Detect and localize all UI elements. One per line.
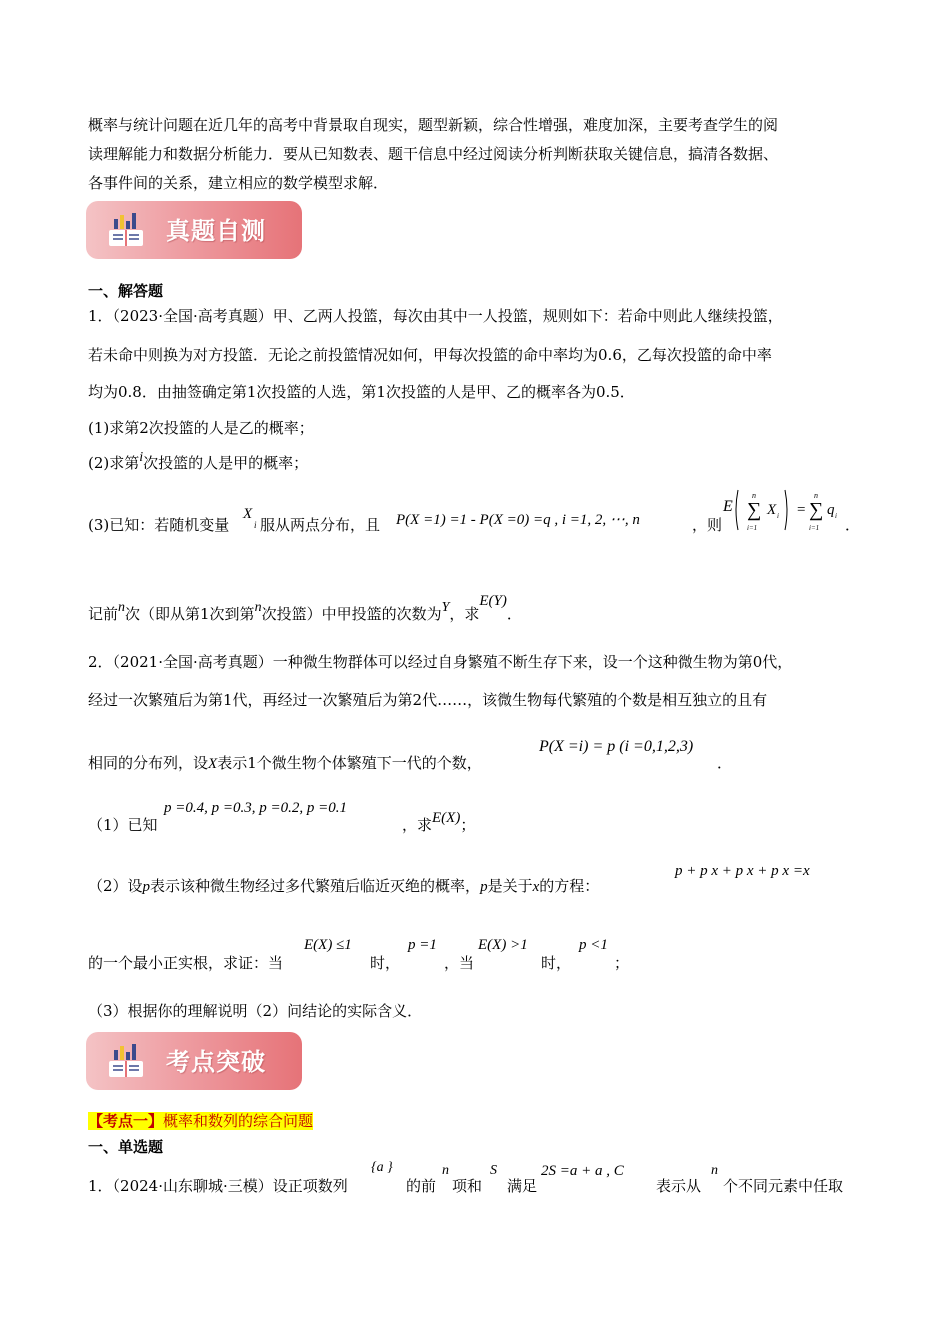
q1-last-n-2: n xyxy=(254,600,262,615)
q1-part-3-text-a: (3)已知：若随机变量 xyxy=(88,516,230,534)
s2-q1-formula: 2S =a + a , C xyxy=(541,1163,624,1179)
section-banner-kaodian xyxy=(86,1032,302,1090)
q2-part-2-line-2-end: ； xyxy=(614,954,630,972)
q1-part-2-text-b: 次投篮的人是甲的概率； xyxy=(143,454,309,472)
q1-part-1: (1)求第2次投篮的人是乙的概率； xyxy=(88,419,314,437)
q2-result-1: p =1 xyxy=(408,937,437,953)
q2-part-1-text-a: （1）已知 xyxy=(88,816,158,834)
q1-line-2: 若未命中则换为对方投篮．无论之前投篮情况如何，甲每次投篮的命中率均为0.6，乙每次投篮的命中率 xyxy=(88,346,772,364)
q2-part-2-line-2-text-a: 的一个最小正实根，求证：当 xyxy=(88,954,284,972)
q1-part-3-text-c: ，则 xyxy=(692,516,723,534)
q2-line-2: 经过一次繁殖后为第1代，再经过一次繁殖后为第2代……，该微生物每代繁殖的个数是相互独立的且有 xyxy=(88,691,768,709)
section-banner-zhenti xyxy=(86,201,302,259)
svg-text:n: n xyxy=(752,491,756,500)
s2-q1-text-e: 表示从 xyxy=(656,1177,702,1195)
q1-last-line xyxy=(88,593,522,626)
s2-q1-text-a: 1．（2024·山东聊城·三模）设正项数列 xyxy=(88,1177,348,1195)
s2-q1-text-f: 个不同元素中任取 xyxy=(723,1177,844,1195)
q2-part-3: （3）根据你的理解说明（2）问结论的实际含义． xyxy=(88,1002,423,1020)
q2-line-3-text-a: 相同的分布列，设 xyxy=(88,754,209,772)
s2-q1-n-1: n xyxy=(442,1163,449,1178)
svg-text:i: i xyxy=(777,512,779,520)
q2-part-2-text-d: 的方程： xyxy=(539,877,600,895)
intro-line-1: 概率与统计问题在近几年的高考中背景取自现实，题型新颖，综合性增强，难度加深，主要考查学生的阅 xyxy=(88,116,779,134)
topic-tag xyxy=(88,1111,313,1131)
q2-part-2-line-2-text-c: ，当 xyxy=(444,954,475,972)
q2-part-2-p-2: p xyxy=(480,879,488,895)
banner-title: 考点突破 xyxy=(166,1048,266,1076)
q2-part-2-text-b: 表示该种微生物经过多代繁殖后临近灭绝的概率， xyxy=(150,877,481,895)
q2-condition-2: E(X) >1 xyxy=(478,937,528,953)
q1-line-3: 均为0.8．由抽签确定第1次投篮的人选，第1次投篮的人是甲、乙的概率各为0.5． xyxy=(88,383,635,401)
q1-last-text-c: 次投篮）中甲投篮的次数为 xyxy=(261,605,442,623)
section-heading-answer: 一、解答题 xyxy=(88,282,164,300)
q2-part-2-x: x xyxy=(532,879,540,895)
q1-part-2-var: i xyxy=(139,450,144,465)
svg-text:q: q xyxy=(827,502,835,518)
q2-part-1-ask: ，求 xyxy=(402,816,433,834)
q1-part-3-sub: i xyxy=(254,520,257,530)
q1-part-3-formula: P(X =1) =1 - P(X =0) =q , i =1, 2, ⋯, n xyxy=(396,512,640,528)
q2-part-2-line-1 xyxy=(88,876,599,897)
q2-line-3-x: X xyxy=(208,756,218,772)
q1-last-text-a: 记前 xyxy=(88,605,119,623)
svg-text:∑: ∑ xyxy=(747,499,762,521)
q2-part-2-text-c: 是关于 xyxy=(487,877,533,895)
svg-text:i=1: i=1 xyxy=(747,524,758,532)
topic-tag-text: 概率和数列的综合问题 xyxy=(163,1112,314,1130)
q1-part-3-end: ． xyxy=(845,516,861,534)
s2-q1-s: S xyxy=(490,1163,497,1178)
q1-last-n-1: n xyxy=(118,600,126,615)
q1-line-1: 1．（2023·全国·高考真题）甲、乙两人投篮，每次由其中一人投篮，规则如下：若命中则此人继续投篮， xyxy=(88,307,783,325)
q1-sum-formula xyxy=(733,486,851,536)
q2-part-1-text-b xyxy=(402,810,476,836)
q2-line-3 xyxy=(88,753,482,774)
q1-part-3-var: X xyxy=(243,506,253,522)
intro-line-3: 各事件间的关系，建立相应的数学模型求解． xyxy=(88,174,389,192)
q2-line-3-text-b: 表示1个微生物个体繁殖下一代的个数， xyxy=(217,754,482,772)
intro-line-2: 读理解能力和数据分析能力．要从已知数表、题干信息中经过阅读分析判断获取关键信息，搞清各数据、 xyxy=(88,145,779,163)
svg-text:=: = xyxy=(797,502,806,518)
q1-last-ey: E(Y) xyxy=(479,593,507,609)
q2-distribution-formula: P(X =i) = p (i =0,1,2,3) xyxy=(539,738,694,755)
book-chart-icon xyxy=(106,1041,146,1081)
q1-last-end: ． xyxy=(506,605,522,623)
q1-last-text-d: ，求 xyxy=(449,605,480,623)
q2-part-2-p-1: p xyxy=(142,879,151,895)
svg-text:i=1: i=1 xyxy=(809,524,820,532)
q2-part-2-line-2-text-b: 时， xyxy=(370,954,401,972)
q2-part-2-equation: p + p x + p x + p x =x xyxy=(675,863,810,879)
q2-result-2: p <1 xyxy=(579,937,608,953)
q1-part-2-text-a: (2)求第 xyxy=(88,454,140,472)
book-chart-icon xyxy=(106,210,146,250)
s2-q1-text-d: 满足 xyxy=(507,1177,538,1195)
s2-q1-text-c: 项和 xyxy=(452,1177,483,1195)
q2-part-1-formula: p =0.4, p =0.3, p =0.2, p =0.1 xyxy=(164,800,347,816)
q1-part-3-text-b: 服从两点分布，且 xyxy=(260,516,381,534)
svg-text:∑: ∑ xyxy=(809,499,824,521)
s2-q1-text-b: 的前 xyxy=(406,1177,437,1195)
banner-title: 真题自测 xyxy=(166,217,266,245)
svg-text:i: i xyxy=(835,512,837,520)
q1-last-y: Y xyxy=(441,600,450,615)
q1-last-text-b: 次（即从第1次到第 xyxy=(125,605,255,623)
svg-text:X: X xyxy=(767,502,777,518)
s2-q1-seq: {a } xyxy=(371,1160,393,1175)
q1-part-2 xyxy=(88,450,309,475)
s2-q1-n-2: n xyxy=(711,1163,718,1178)
topic-tag-bracket: 【考点一】 xyxy=(88,1112,164,1130)
q2-line-3-end: ． xyxy=(717,754,733,772)
section-heading-single-choice: 一、单选题 xyxy=(88,1138,164,1156)
q2-line-1: 2．（2021·全国·高考真题）一种微生物群体可以经过自身繁殖不断生存下来，设一个这种微生物为第0代， xyxy=(88,653,793,671)
svg-text:n: n xyxy=(814,491,818,500)
q2-part-2-text-a: （2）设 xyxy=(88,877,143,895)
q2-part-1-ex: E(X) xyxy=(432,810,461,826)
q2-part-2-line-2-text-d: 时， xyxy=(541,954,572,972)
q2-condition-1: E(X) ≤1 xyxy=(304,937,352,953)
q2-part-1-end: ； xyxy=(460,816,476,834)
q1-part-3-expectation: E xyxy=(723,498,733,515)
